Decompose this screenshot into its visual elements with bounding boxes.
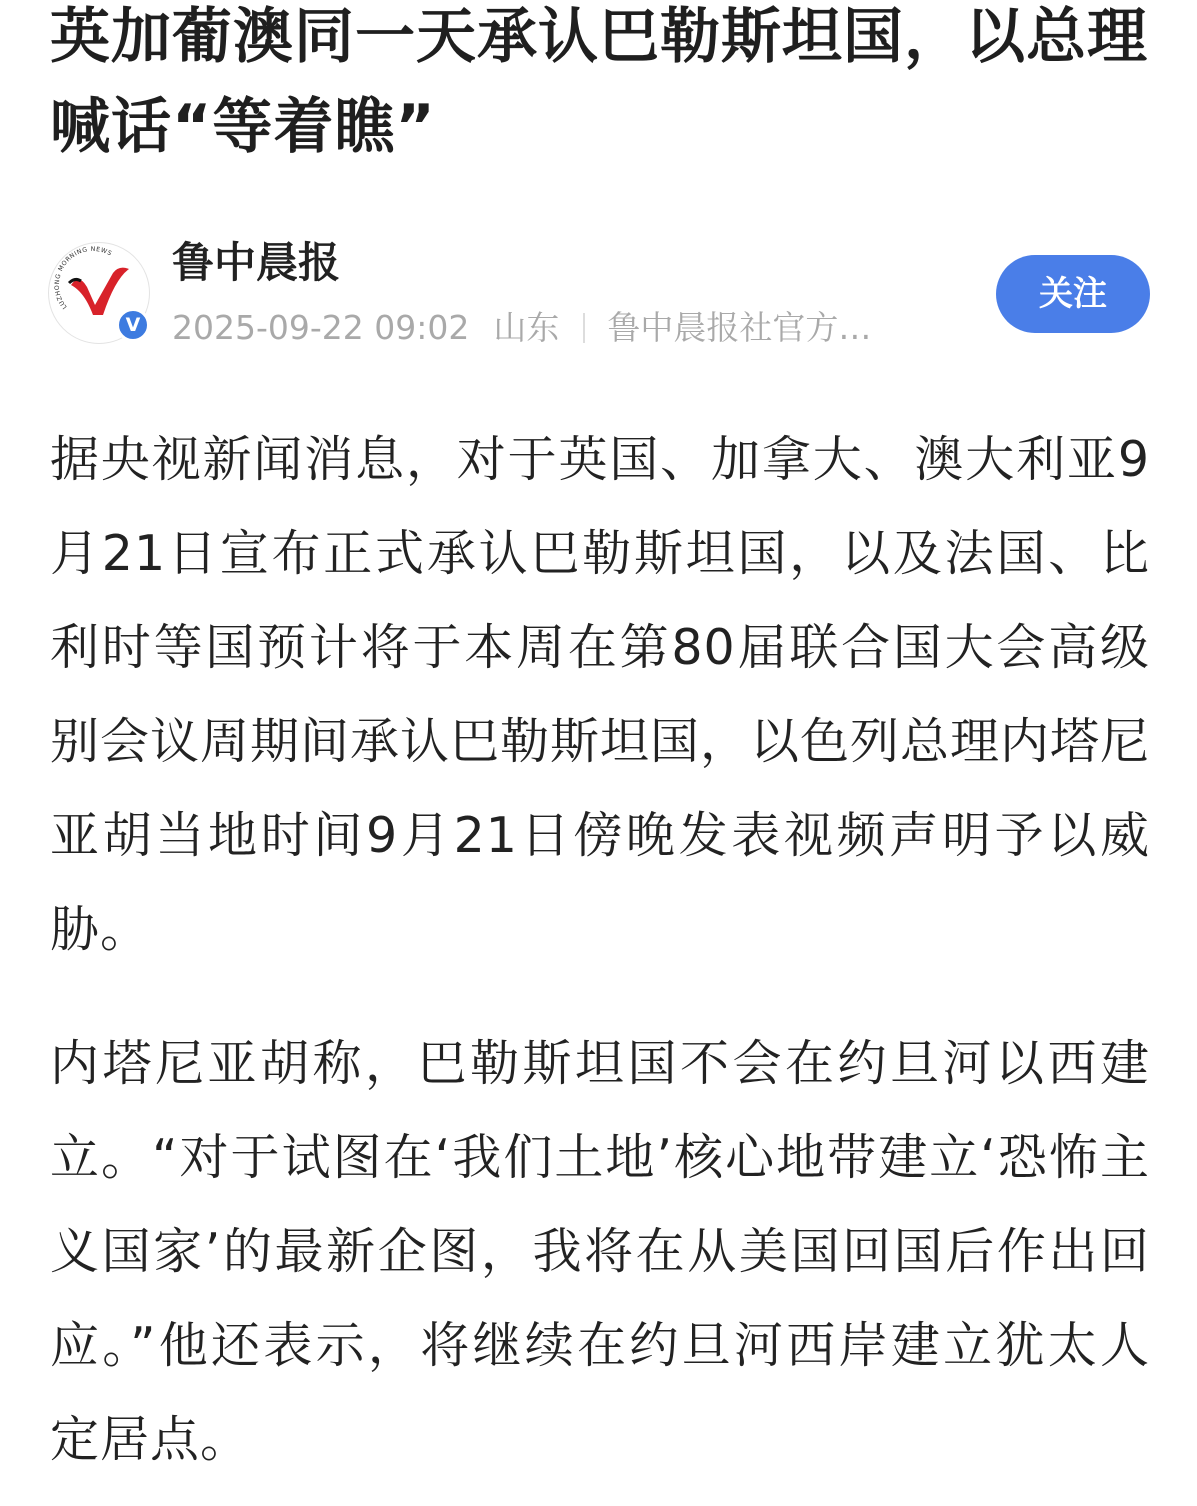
logo-arc-text: LUZHONG MORNING NEWS [53, 245, 114, 311]
article-meta [172, 306, 871, 350]
article-paragraph-1: 据央视新闻消息，对于英国、加拿大、澳大利亚9月21日宣布正式承认巴勒斯坦国，以及法国、比利时等国预计将于本周在第80届联合国大会高级别会议周期间承认巴勒斯坦国，以色列总理内塔尼亚胡当地时间9月21日傍晚发表视频声明予以威胁。 [50, 431, 1151, 958]
publish-time: 2025-09-22 09:02 [172, 308, 470, 347]
author-description[interactable]: 鲁中晨报社官方… [607, 308, 872, 347]
publish-location: 山东 [493, 308, 560, 347]
verified-badge-icon: V [116, 308, 150, 342]
article-title: 英加葡澳同一天承认巴勒斯坦国，以总理喊话“等着瞧” [50, 2, 1148, 162]
author-name[interactable]: 鲁中晨报 [172, 238, 341, 287]
meta-divider [583, 313, 585, 343]
article-paragraph-2: 内塔尼亚胡称，巴勒斯坦国不会在约旦河以西建立。“对于试图在‘我们土地’核心地带建立‘恐怖主义国家’的最新企图，我将在从美国回国后作出回应。”他还表示，将继续在约旦河西岸建立犹太人定居点。 [50, 1035, 1150, 1468]
author-row [48, 236, 1158, 356]
follow-button[interactable]: 关注 [996, 255, 1150, 333]
